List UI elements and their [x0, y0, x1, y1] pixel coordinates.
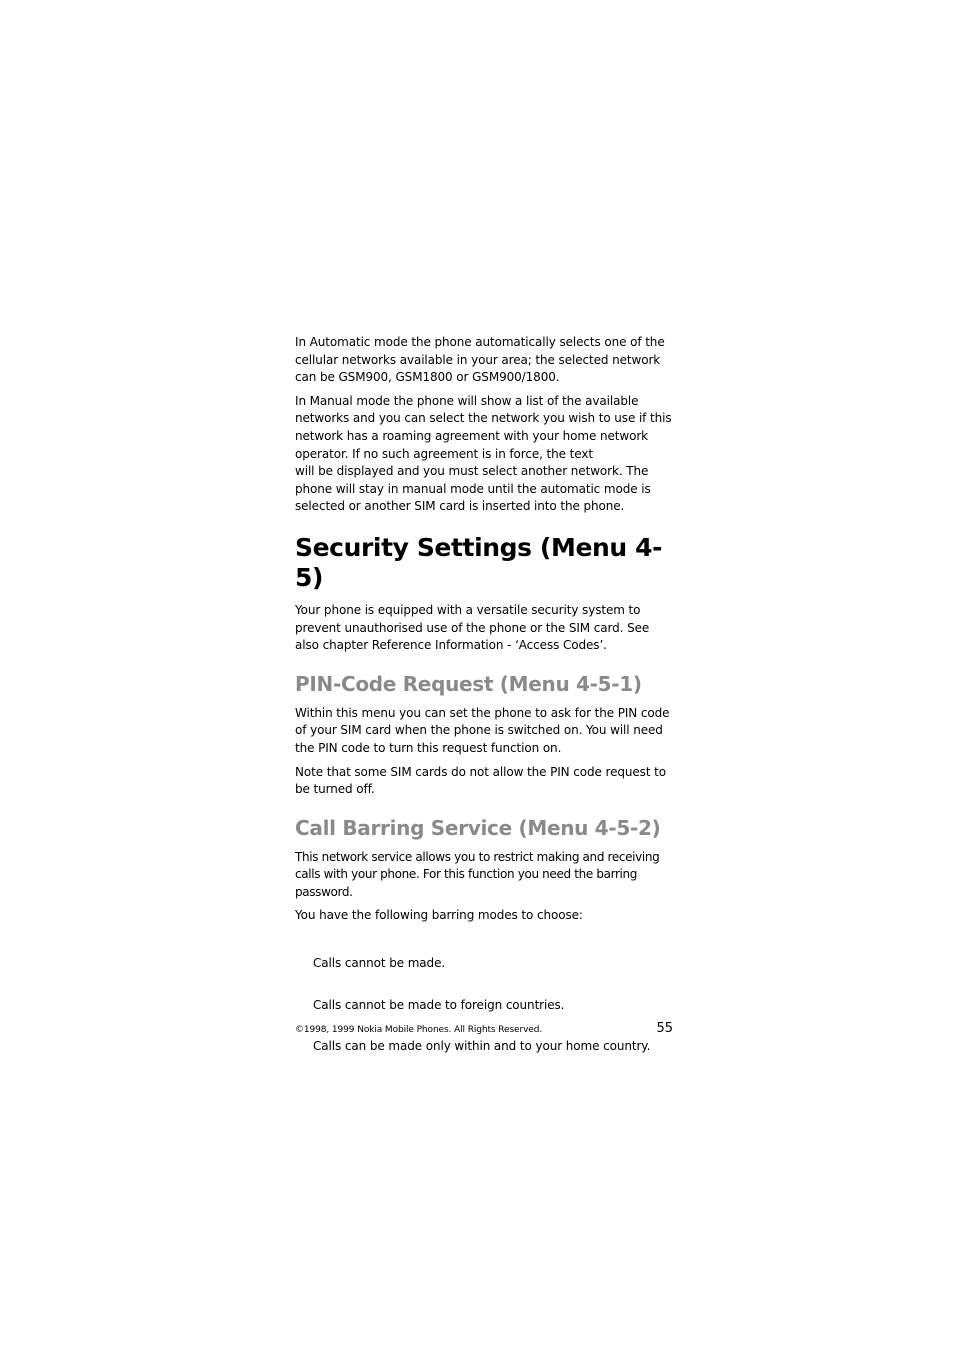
- barring-mode-item: Calls cannot be made to foreign countries.: [313, 997, 565, 1012]
- manual-text-after: will be displayed and you must select another network. The phone will stay in manual mode until the automatic mode is selected or another SIM card is inserted into the phone.: [295, 464, 651, 514]
- security-settings-heading: Security Settings (Menu 4-5): [295, 532, 663, 592]
- security-settings-body: Your phone is equipped with a versatile security system to prevent unauthorised use of the phone or the SIM card. See also chapter Reference Information - ‘Access Codes’.: [295, 602, 650, 653]
- barring-mode-item: Calls can be made only within and to your home country.: [313, 1039, 651, 1054]
- call-barring-modes-intro: You have the following barring modes to choose:: [295, 908, 583, 923]
- intro-paragraph-manual: [295, 393, 675, 516]
- call-barring-heading: Call Barring Service (Menu 4-5-2): [295, 815, 661, 840]
- pin-code-request-note: Note that some SIM cards do not allow the PIN code request to be turned off.: [295, 764, 667, 797]
- page-footer: [295, 1020, 673, 1040]
- pin-code-request-body: Within this menu you can set the phone to ask for the PIN code of your SIM card when the phone is switched on. You will need the PIN code to turn this request function on.: [295, 705, 670, 755]
- page-content: [295, 334, 675, 1056]
- barring-mode-item: Calls cannot be made.: [313, 956, 446, 971]
- copyright-notice: ©1998, 1999 Nokia Mobile Phones. All Rights Reserved.: [295, 1025, 543, 1035]
- call-barring-body: This network service allows you to restrict making and receiving calls with your phone. For this function you need the barring password.: [295, 849, 660, 899]
- pin-code-request-heading: PIN-Code Request (Menu 4-5-1): [295, 671, 642, 696]
- page-number: 55: [656, 1021, 673, 1036]
- manual-text-before: In Manual mode the phone will show a list of the available networks and you can select the network you wish to use if this network has a roaming agreement with your home network operator. If no such agreement is in force, the text: [295, 393, 672, 461]
- intro-paragraph-automatic: In Automatic mode the phone automatically selects one of the cellular networks available in your area; the selected network can be GSM900, GSM1800 or GSM900/1800.: [295, 335, 665, 385]
